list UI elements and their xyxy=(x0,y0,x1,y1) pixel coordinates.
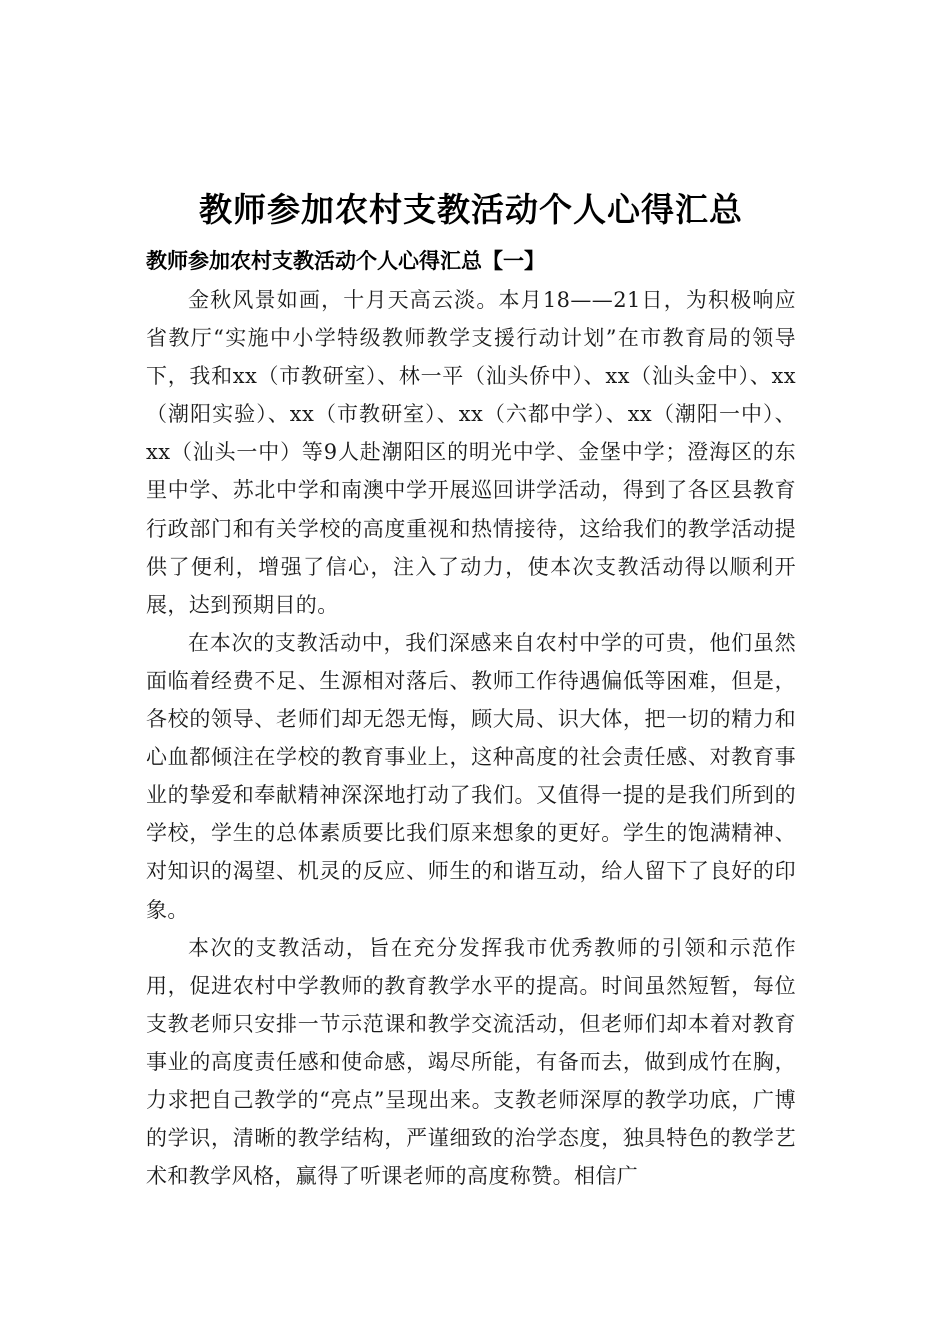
paragraph: 在本次的支教活动中，我们深感来自农村中学的可贵，他们虽然面临着经费不足、生源相对落后、教师工作待遇偏低等困难，但是，各校的领导、老师们却无怨无悔，顾大局、识大体，把一切的精力和心血都倾注在学校的教育事业上，这种高度的社会责任感、对教育事业的挚爱和奉献精神深深地打动了我们。又值得一提的是我们所到的学校，学生的总体素质要比我们原来想象的更好。学生的饱满精神、对知识的渴望、机灵的反应、师生的和谐互动，给人留下了良好的印象。 xyxy=(146,630,796,922)
paragraph: 本次的支教活动，旨在充分发挥我市优秀教师的引领和示范作用，促进农村中学教师的教育教学水平的提高。时间虽然短暂，每位支教老师只安排一节示范课和教学交流活动，但老师们却本着对教育事业的高度责任感和使命感，竭尽所能，有备而去，做到成竹在胸，力求把自己教学的“亮点”呈现出来。支教老师深厚的教学功底，广博的学识，清晰的教学结构，严谨细致的治学态度，独具特色的教学艺术和教学风格，赢得了听课老师的高度称赞。相信广 xyxy=(146,935,796,1189)
document-body xyxy=(146,281,796,1195)
document-title: 教师参加农村支教活动个人心得汇总 xyxy=(199,190,743,229)
section-heading: 教师参加农村支教活动个人心得汇总【一】 xyxy=(146,249,545,273)
paragraph: 金秋风景如画，十月天高云淡。本月18——21日，为积极响应省教厅“实施中小学特级教师教学支援行动计划”在市教育局的领导下，我和xx（市教研室）、林一平（汕头侨中）、xx（汕头金中）、xx（潮阳实验）、xx（市教研室）、xx（六都中学）、xx（潮阳一中）、xx（汕头一中）等9人赴潮阳区的明光中学、金堡中学；澄海区的东里中学、苏北中学和南澳中学开展巡回讲学活动，得到了各区县教育行政部门和有关学校的高度重视和热情接待，这给我们的教学活动提供了便利，增强了信心，注入了动力，使本次支教活动得以顺利开展，达到预期目的。 xyxy=(146,288,796,617)
